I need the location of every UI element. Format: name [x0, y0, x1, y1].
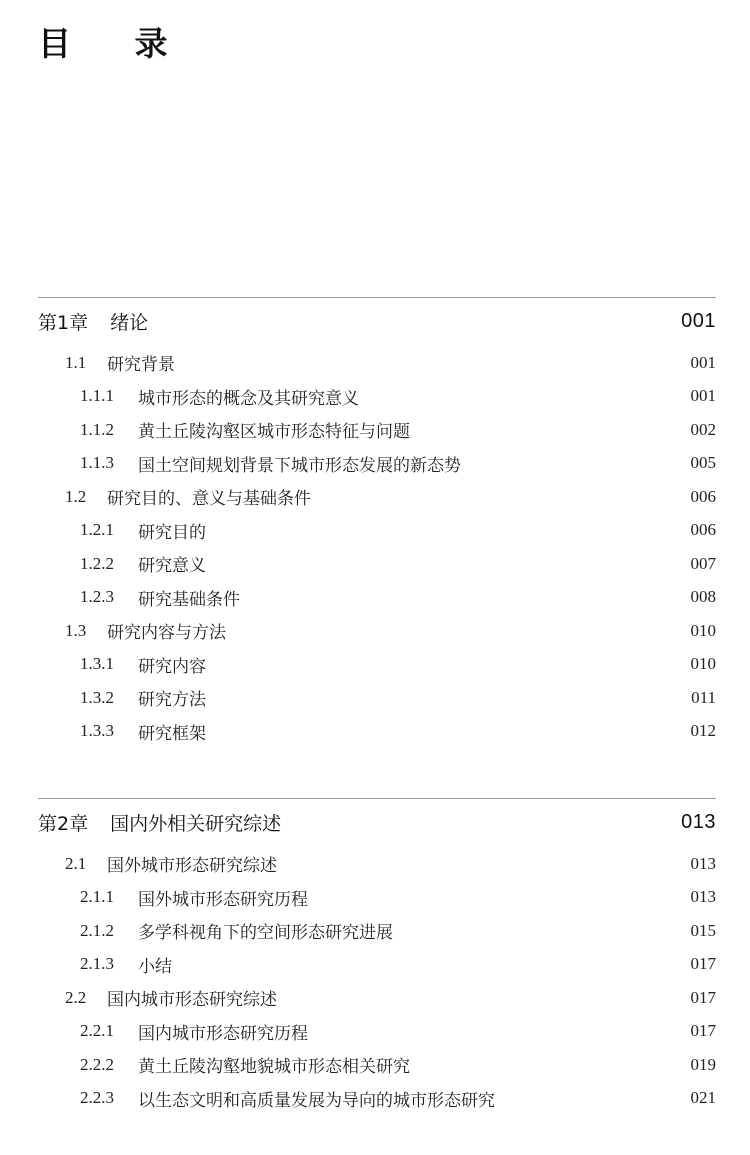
entry-number: 1.2.3	[80, 587, 114, 607]
toc-entry[interactable]	[38, 847, 716, 881]
entry-page-number: 006	[690, 486, 716, 506]
entry-title: 小结	[138, 956, 172, 977]
entry-title: 研究内容	[138, 656, 206, 677]
entry-title: 研究意义	[138, 556, 206, 577]
chapter-section	[38, 297, 716, 748]
entry-page-number: 019	[690, 1054, 716, 1074]
chapter-title: 绪论	[110, 311, 149, 334]
entry-title: 多学科视角下的空间形态研究进展	[138, 923, 393, 944]
chapter-heading[interactable]	[38, 298, 716, 344]
entry-title: 以生态文明和高质量发展为导向的城市形态研究	[138, 1090, 495, 1111]
entry-number: 1.1.2	[80, 419, 114, 439]
entry-number: 1.1.3	[80, 453, 114, 473]
entry-number: 1.2	[65, 486, 87, 506]
entry-title: 研究目的、意义与基础条件	[107, 489, 311, 510]
toc-entry[interactable]	[38, 514, 716, 548]
entry-page-number: 001	[690, 352, 716, 372]
entry-number: 2.1	[65, 853, 87, 873]
entry-page-number: 021	[690, 1088, 716, 1108]
entry-number: 2.2.1	[80, 1021, 114, 1041]
toc-entry[interactable]	[38, 881, 716, 915]
toc-entry[interactable]	[38, 715, 716, 749]
toc-entry[interactable]	[38, 648, 716, 682]
chapter-label: 第1章	[38, 311, 89, 334]
entry-number: 2.2.3	[80, 1088, 114, 1108]
toc-entry[interactable]	[38, 614, 716, 648]
entry-title: 研究目的	[138, 522, 206, 543]
entry-page-number: 013	[690, 887, 716, 907]
toc-entry[interactable]	[38, 948, 716, 982]
toc-entry[interactable]	[38, 914, 716, 948]
entry-page-number: 017	[690, 987, 716, 1007]
entry-number: 1.2.1	[80, 520, 114, 540]
toc-entry-list	[38, 346, 716, 748]
entry-number: 2.2	[65, 987, 87, 1007]
entry-page-number: 017	[690, 1021, 716, 1041]
entry-title: 国土空间规划背景下城市形态发展的新态势	[138, 455, 461, 476]
entry-title: 研究内容与方法	[107, 623, 226, 644]
entry-number: 2.2.2	[80, 1054, 114, 1074]
entry-page-number: 013	[690, 853, 716, 873]
entry-number: 1.2.2	[80, 553, 114, 573]
entry-title: 研究背景	[107, 355, 175, 376]
entry-page-number: 007	[690, 553, 716, 573]
entry-title: 国外城市形态研究历程	[138, 889, 308, 910]
page-title: 目 录	[38, 24, 194, 63]
entry-title: 国外城市形态研究综述	[107, 856, 277, 877]
toc-entry[interactable]	[38, 346, 716, 380]
toc-entry[interactable]	[38, 1015, 716, 1049]
entry-number: 1.1	[65, 352, 87, 372]
entry-page-number: 005	[690, 453, 716, 473]
toc-entry[interactable]	[38, 413, 716, 447]
toc-entry[interactable]	[38, 1048, 716, 1082]
chapter-title: 国内外相关研究综述	[110, 812, 282, 835]
entry-page-number: 011	[691, 687, 716, 707]
entry-title: 城市形态的概念及其研究意义	[138, 388, 359, 409]
chapter-page-number: 013	[681, 810, 716, 833]
entry-page-number: 006	[690, 520, 716, 540]
entry-title: 研究框架	[138, 723, 206, 744]
entry-number: 1.3.3	[80, 721, 114, 741]
chapter-heading[interactable]	[38, 799, 716, 845]
toc-entry[interactable]	[38, 447, 716, 481]
entry-number: 1.1.1	[80, 386, 114, 406]
entry-page-number: 015	[690, 920, 716, 940]
entry-page-number: 010	[690, 620, 716, 640]
entry-title: 黄土丘陵沟壑区城市形态特征与问题	[138, 422, 410, 443]
entry-title: 国内城市形态研究综述	[107, 990, 277, 1011]
entry-page-number: 017	[690, 954, 716, 974]
entry-title: 研究方法	[138, 690, 206, 711]
entry-number: 2.1.2	[80, 920, 114, 940]
entry-number: 2.1.1	[80, 887, 114, 907]
entry-number: 1.3.1	[80, 654, 114, 674]
entry-page-number: 001	[690, 386, 716, 406]
entry-page-number: 008	[690, 587, 716, 607]
entry-page-number: 012	[690, 721, 716, 741]
entry-number: 1.3	[65, 620, 87, 640]
toc-entry[interactable]	[38, 547, 716, 581]
entry-page-number: 002	[690, 419, 716, 439]
toc-entry[interactable]	[38, 981, 716, 1015]
entry-number: 2.1.3	[80, 954, 114, 974]
chapter-label: 第2章	[38, 812, 89, 835]
chapter-section	[38, 798, 716, 1115]
chapter-page-number: 001	[681, 309, 716, 332]
entry-title: 研究基础条件	[138, 589, 240, 610]
entry-title: 黄土丘陵沟壑地貌城市形态相关研究	[138, 1057, 410, 1078]
toc-entry-list	[38, 847, 716, 1115]
toc-entry[interactable]	[38, 581, 716, 615]
toc-entry[interactable]	[38, 1082, 716, 1116]
toc-entry[interactable]	[38, 681, 716, 715]
entry-title: 国内城市形态研究历程	[138, 1023, 308, 1044]
toc-entry[interactable]	[38, 480, 716, 514]
entry-number: 1.3.2	[80, 687, 114, 707]
entry-page-number: 010	[690, 654, 716, 674]
toc-entry[interactable]	[38, 380, 716, 414]
